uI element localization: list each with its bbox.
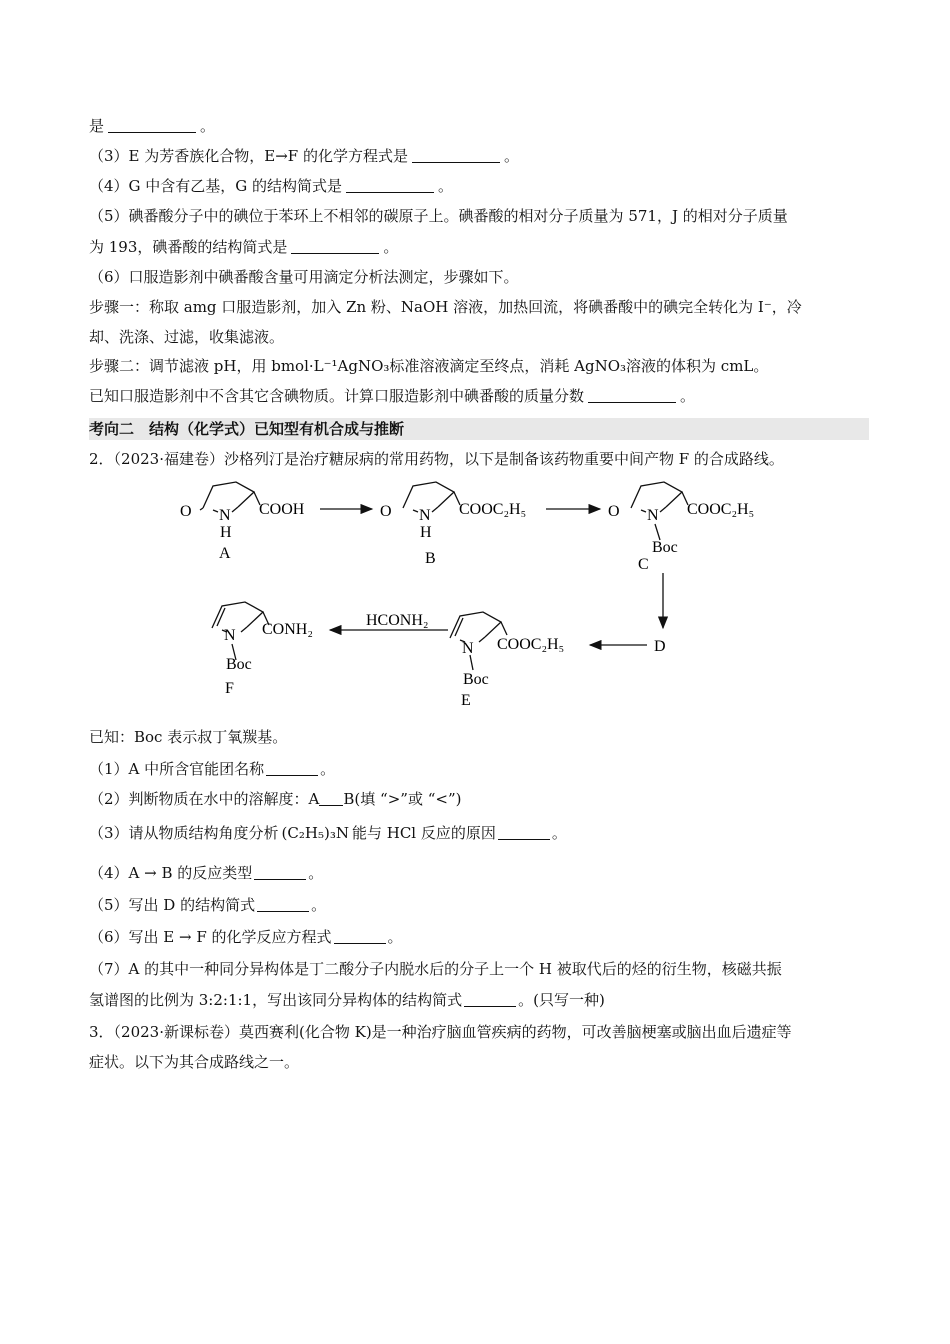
q3-line-1: 3．（2023·新课标卷）莫西赛利(化合物 K)是一种治疗脑血管疾病的药物，可改善脑梗塞或脑出血后遗症等 bbox=[89, 1023, 792, 1041]
q1-part-6: （6）口服造影剂中碘番酸含量可用滴定分析法测定，步骤如下。 bbox=[89, 268, 519, 286]
compound-label-A: A bbox=[219, 545, 231, 562]
q2-part-2: （2）判断物质在水中的溶解度：A B(填 “>”或 “<”) bbox=[89, 790, 462, 808]
q2-part-7a: （7）A 的其中一种同分异构体是丁二酸分子内脱水后的分子上一个 H 被取代后的烃的衍生物，核磁共振 bbox=[89, 960, 782, 978]
q1-step1a: 步骤一：称取 amg 口服造影剂，加入 Zn 粉、NaOH 溶液，加热回流，将碘番酸中的碘完全转化为 I⁻，冷 bbox=[89, 298, 802, 316]
compound-label-B: B bbox=[425, 550, 436, 567]
answer-blank[interactable] bbox=[266, 760, 318, 776]
scheme-atom: H bbox=[420, 524, 432, 541]
q2-part-5: （5）写出 D 的结构简式 。 bbox=[89, 896, 327, 914]
scheme-atom: N bbox=[419, 507, 431, 524]
q2-part-3: （3）请从物质结构角度分析 (C₂H₅)₃N 能与 HCl 反应的原因 。 bbox=[89, 824, 567, 842]
scheme-atom: H bbox=[220, 524, 232, 541]
q1-step2: 步骤二：调节滤液 pH，用 bmol·L⁻¹AgNO₃标准溶液滴定至终点，消耗 AgNO₃溶液的体积为 cmL。 bbox=[89, 357, 769, 375]
scheme-group: Boc bbox=[226, 656, 252, 673]
scheme-group: COOC₂H₅ bbox=[687, 501, 755, 518]
scheme-group: COOC₂H₅ bbox=[497, 636, 565, 653]
q2-known: 已知：Boc 表示叔丁氧羰基。 bbox=[89, 728, 288, 746]
q2-intro: 2．（2023·福建卷）沙格列汀是治疗糖尿病的常用药物，以下是制备该药物重要中间产物 F 的合成路线。 bbox=[89, 450, 784, 468]
scheme-atom: O bbox=[380, 503, 392, 520]
scheme-group: Boc bbox=[652, 539, 678, 556]
q2-part-1: （1）A 中所含官能团名称 。 bbox=[89, 760, 336, 778]
q1-part-3: （3）E 为芳香族化合物，E→F 的化学方程式是 。 bbox=[89, 147, 519, 165]
q1-part-5a: （5）碘番酸分子中的碘位于苯环上不相邻的碳原子上。碘番酸的相对分子质量为 571，J 的相对分子质量 bbox=[89, 207, 788, 225]
scheme-reagent: HCONH₂ bbox=[366, 612, 429, 629]
scheme-group: Boc bbox=[463, 671, 489, 688]
scheme-atom: N bbox=[224, 627, 236, 644]
section-header: 考向二 结构（化学式）已知型有机合成与推断 bbox=[89, 418, 869, 440]
scheme-atom: O bbox=[180, 503, 192, 520]
answer-blank[interactable] bbox=[464, 991, 516, 1007]
answer-blank[interactable] bbox=[254, 864, 306, 880]
scheme-group: CONH₂ bbox=[262, 621, 313, 638]
scheme-atom: O bbox=[608, 503, 620, 520]
q2-part-6: （6）写出 E → F 的化学反应方程式 。 bbox=[89, 928, 403, 946]
scheme-atom: N bbox=[219, 507, 231, 524]
compound-label-C: C bbox=[638, 556, 649, 573]
q1-part-4: （4）G 中含有乙基，G 的结构简式是 。 bbox=[89, 177, 454, 195]
q2-part-4: （4）A → B 的反应类型 。 bbox=[89, 864, 324, 882]
answer-blank[interactable] bbox=[334, 928, 386, 944]
scheme-group: COOH bbox=[259, 501, 305, 518]
compound-label-D: D bbox=[654, 638, 666, 655]
compound-label-F: F bbox=[225, 680, 234, 697]
scheme-atom: N bbox=[647, 507, 659, 524]
compound-label-E: E bbox=[461, 692, 471, 709]
q3-line-2: 症状。以下为其合成路线之一。 bbox=[89, 1053, 300, 1071]
q1-part-5b: 为 193，碘番酸的结构简式是 。 bbox=[89, 238, 399, 256]
q2-part-7b: 氢谱图的比例为 3:2:1:1，写出该同分异构体的结构简式 。(只写一种) bbox=[89, 991, 605, 1009]
q1-step1b: 却、洗涤、过滤，收集滤液。 bbox=[89, 328, 285, 346]
answer-blank[interactable] bbox=[498, 824, 550, 840]
answer-blank[interactable] bbox=[257, 896, 309, 912]
scheme-atom: N bbox=[462, 640, 474, 657]
q1-step3: 已知口服造影剂中不含其它含碘物质。计算口服造影剂中碘番酸的质量分数 。 bbox=[89, 387, 696, 405]
q1-line-0: 是 。 bbox=[89, 117, 216, 135]
answer-blank[interactable] bbox=[319, 790, 343, 806]
scheme-group: COOC₂H₅ bbox=[459, 501, 527, 518]
